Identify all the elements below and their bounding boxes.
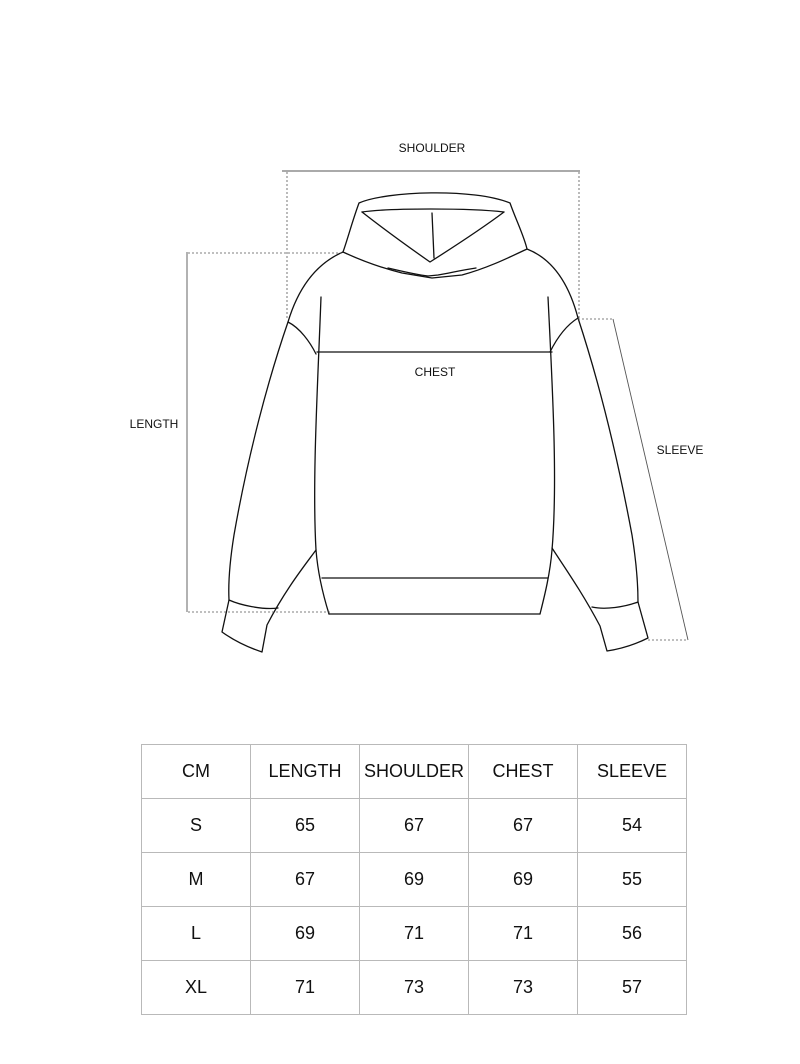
left-shoulder-sleeve <box>222 252 343 652</box>
table-cell: 54 <box>578 799 687 853</box>
hood-inner-rim <box>362 209 504 212</box>
table-cell: 67 <box>251 853 360 907</box>
hood-center-seam <box>432 213 434 258</box>
hood-outline <box>343 193 527 278</box>
table-cell: 56 <box>578 907 687 961</box>
size-table <box>141 744 687 1015</box>
header-cell: CM <box>142 745 251 799</box>
table-cell: 65 <box>251 799 360 853</box>
table-cell: 69 <box>251 907 360 961</box>
label-length: LENGTH <box>129 417 179 431</box>
label-shoulder: SHOULDER <box>398 141 466 155</box>
sleeve-measure-line <box>613 319 688 640</box>
header-cell: SHOULDER <box>360 745 469 799</box>
label-chest: CHEST <box>414 365 456 379</box>
table-cell: M <box>142 853 251 907</box>
right-sleeve-inner <box>550 318 578 352</box>
table-cell: 73 <box>360 961 469 1015</box>
table-cell: 69 <box>469 853 578 907</box>
table-cell: 71 <box>469 907 578 961</box>
left-cuff-seam <box>229 600 278 608</box>
body-right-edge <box>540 297 555 614</box>
table-cell: 67 <box>360 799 469 853</box>
header-cell: LENGTH <box>251 745 360 799</box>
table-cell: 71 <box>360 907 469 961</box>
table-cell: 71 <box>251 961 360 1015</box>
right-cuff-seam <box>592 602 638 608</box>
table-cell: S <box>142 799 251 853</box>
left-sleeve-inner <box>288 322 316 354</box>
table-cell: 55 <box>578 853 687 907</box>
table-cell: 67 <box>469 799 578 853</box>
body-left-edge <box>315 297 329 614</box>
table-header-row <box>142 745 687 799</box>
table-row <box>142 961 687 1015</box>
table-cell: 73 <box>469 961 578 1015</box>
table-cell: 57 <box>578 961 687 1015</box>
header-cell: SLEEVE <box>578 745 687 799</box>
table-cell: 69 <box>360 853 469 907</box>
label-sleeve: SLEEVE <box>656 443 704 457</box>
header-cell: CHEST <box>469 745 578 799</box>
table-row <box>142 853 687 907</box>
table-cell: XL <box>142 961 251 1015</box>
table-row <box>142 799 687 853</box>
table-row <box>142 907 687 961</box>
table-cell: L <box>142 907 251 961</box>
